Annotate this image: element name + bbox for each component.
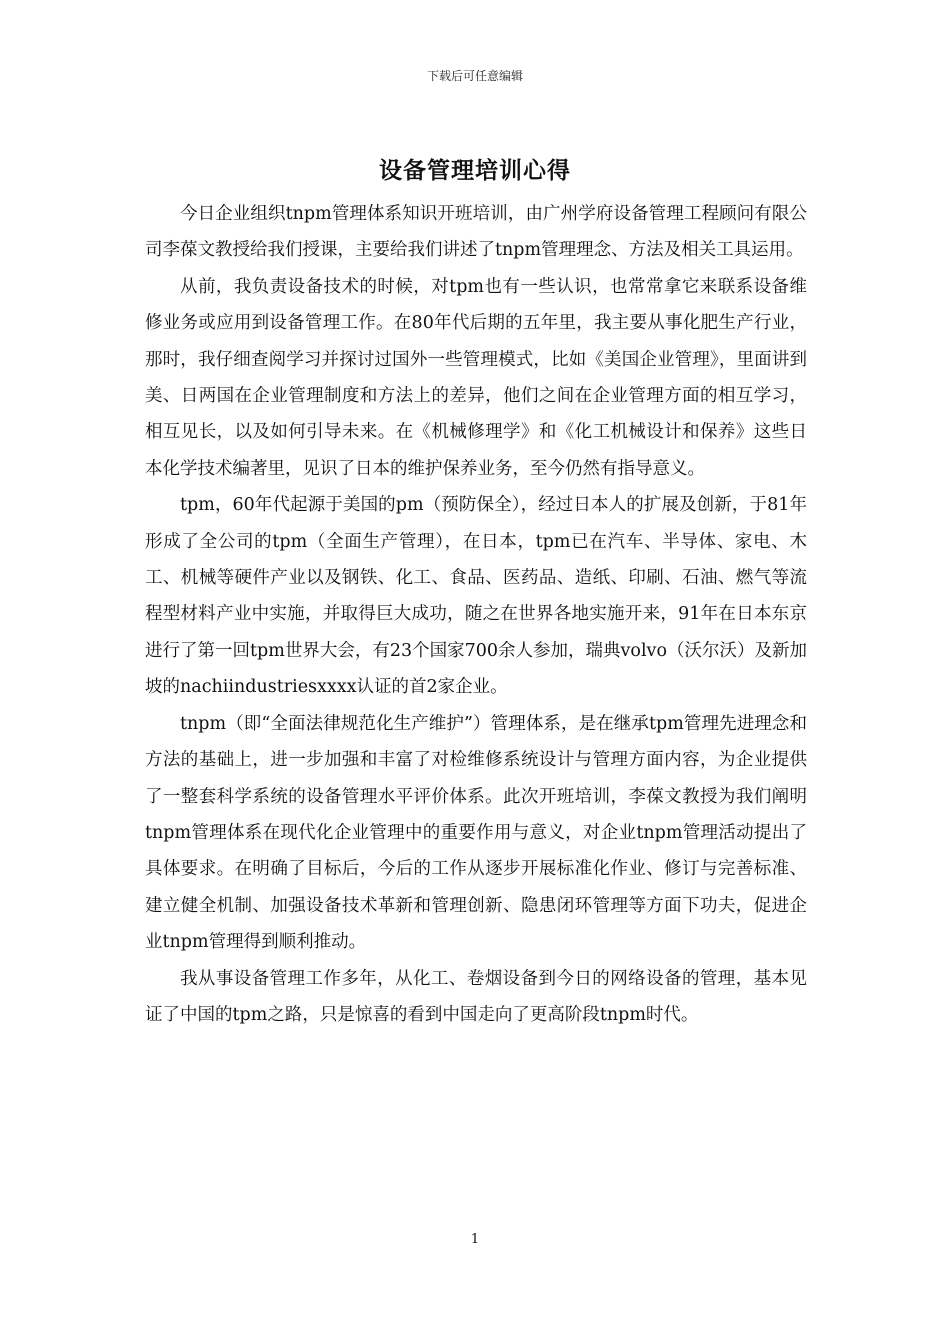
paragraph: 今日企业组织tnpm管理体系知识开班培训，由广州学府设备管理工程顾问有限公司李葆文教授给我们授课，主要给我们讲述了tnpm管理理念、方法及相关工具运用。	[145, 204, 807, 261]
paragraph: tnpm（即“全面法律规范化生产维护”）管理体系，是在继承tpm管理先进理念和方法的基础上，进一步加强和丰富了对检维修系统设计与管理方面内容，为企业提供了一整套科学系统的设备管理水平评价体系。此次开班培训，李葆文教授为我们阐明tnpm管理体系在现代化企业管理中的重要作用与意义，对企业tnpm管理活动提出了具体要求。在明确了目标后，今后的工作从逐步开展标准化作业、修订与完善标准、建立健全机制、加强设备技术革新和管理创新、隐患闭环管理等方面下功夫，促进企业tnpm管理得到顺利推动。	[145, 713, 807, 953]
page-number: 1	[470, 1232, 480, 1247]
page-header-note: 下载后可任意编辑	[426, 69, 523, 83]
document-title: 设备管理培训心得	[379, 157, 571, 184]
paragraph: 从前，我负责设备技术的时候，对tpm也有一些认识，也常常拿它来联系设备维修业务或应用到设备管理工作。在80年代后期的五年里，我主要从事化肥生产行业，那时，我仔细查阅学习并探讨过国外一些管理模式，比如《美国企业管理》，里面讲到美、日两国在企业管理制度和方法上的差异，他们之间在企业管理方面的相互学习，相互见长，以及如何引导未来。在《机械修理学》和《化工机械设计和保养》这些日本化学技术编著里，见识了日本的维护保养业务，至今仍然有指导意义。	[145, 276, 807, 479]
document-body	[145, 196, 807, 1033]
paragraph: tpm，60年代起源于美国的pm（预防保全），经过日本人的扩展及创新，于81年形成了全公司的tpm（全面生产管理），在日本，tpm已在汽车、半导体、家电、木工、机械等硬件产业以及钢铁、化工、食品、医药品、造纸、印刷、石油、燃气等流程型材料产业中实施，并取得巨大成功，随之在世界各地实施开来，91年在日本东京进行了第一回tpm世界大会，有23个国家700余人参加，瑞典volvo（沃尔沃）及新加坡的nachiindustriesxxxx认证的首2家企业。	[145, 495, 807, 698]
paragraph: 我从事设备管理工作多年，从化工、卷烟设备到今日的网络设备的管理，基本见证了中国的tpm之路，只是惊喜的看到中国走向了更高阶段tnpm时代。	[145, 968, 807, 1025]
